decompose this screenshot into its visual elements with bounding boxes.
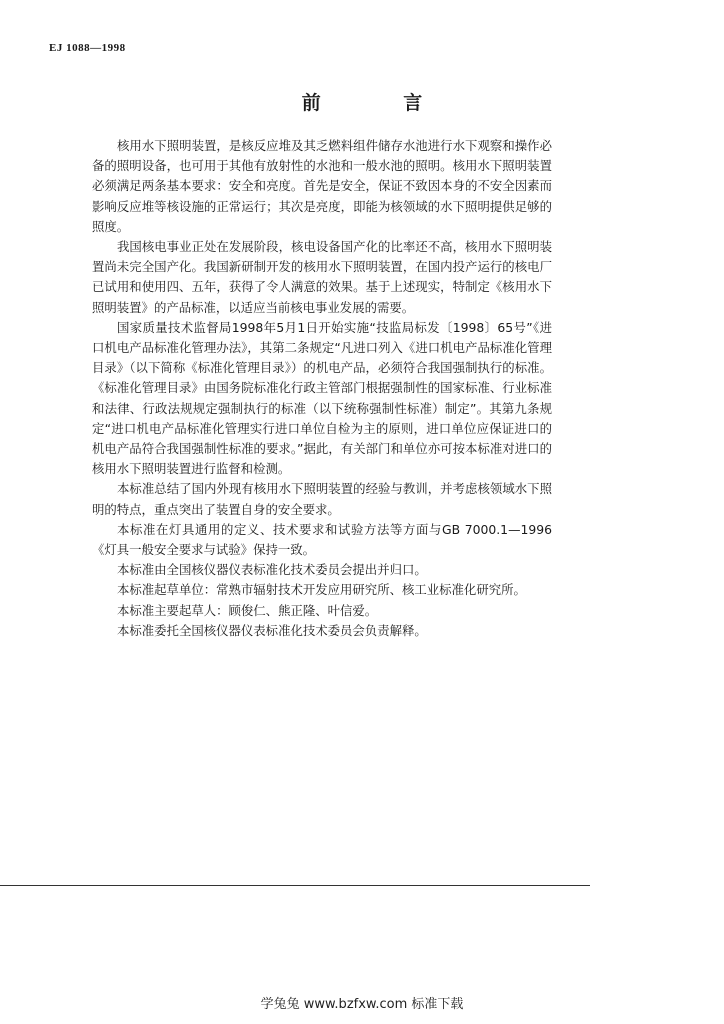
paragraph-9: 本标准委托全国核仪器仪表标准化技术委员会负责解释。 bbox=[117, 622, 427, 638]
paragraph-5: 本标准在灯具通用的定义、技术要求和试验方法等方面与GB 7000.1—1996《灯具一般安全要求与试验》保持一致。 bbox=[92, 521, 552, 558]
paragraph-8: 本标准主要起草人：顾俊仁、熊正隆、叶信爱。 bbox=[117, 602, 378, 618]
footer-watermark: 学兔兔 www.bzfxw.com 标准下载 bbox=[260, 997, 464, 1012]
page-divider bbox=[0, 885, 590, 886]
paragraph-1: 核用水下照明装置，是核反应堆及其乏燃料组件储存水池进行水下观察和操作必备的照明设备，也可用于其他有放射性的水池和一般水池的照明。核用水下照明装置必须满足两条基本要求：安全和亮度。首先是安全，保证不致因本身的不安全因素而影响反应堆等核设施的正常运行；其次是亮度，即能为核领域的水下照明提供足够的照度。 bbox=[92, 138, 552, 234]
standard-code: EJ 1088—1998 bbox=[49, 42, 126, 54]
paragraph-7: 本标准起草单位：常熟市辐射技术开发应用研究所、核工业标准化研究所。 bbox=[117, 582, 526, 598]
paragraph-6: 本标准由全国核仪器仪表标准化技术委员会提出并归口。 bbox=[117, 562, 427, 578]
paragraph-3: 国家质量技术监督局1998年5月1日开始实施“技监局标发〔1998〕65号”《进口机电产品标准化管理办法》，其第二条规定“凡进口列入《进口机电产品标准化管理目录》（以下简称《标准化管理目录》）的机电产品，必须符合我国强制执行的标准。《标准化管理目录》由国务院标准化行政主管部门根据强制性的国家标准、行业标准和法律、行政法规规定强制执行的标准（以下统称强制性标准）制定”。其第九条规定“进口机电产品标准化管理实行进口单位自检为主的原则，进口单位应保证进口的机电产品符合我国强制性标准的要求。”据此，有关部门和单位亦可按本标准对进口的核用水下照明装置进行监督和检测。 bbox=[92, 319, 552, 477]
foreword-body bbox=[92, 136, 552, 641]
page-title: 前 言 bbox=[301, 92, 461, 114]
paragraph-4: 本标准总结了国内外现有核用水下照明装置的经验与教训，并考虑核领域水下照明的特点，重点突出了装置自身的安全要求。 bbox=[92, 481, 552, 517]
paragraph-2: 我国核电事业正处在发展阶段，核电设备国产化的比率还不高，核用水下照明装置尚未完全国产化。我国新研制开发的核用水下照明装置，在国内投产运行的核电厂已试用和使用四、五年，获得了令人满意的效果。基于上述现实，特制定《核用水下照明装置》的产品标准，以适应当前核电事业发展的需要。 bbox=[92, 239, 552, 315]
